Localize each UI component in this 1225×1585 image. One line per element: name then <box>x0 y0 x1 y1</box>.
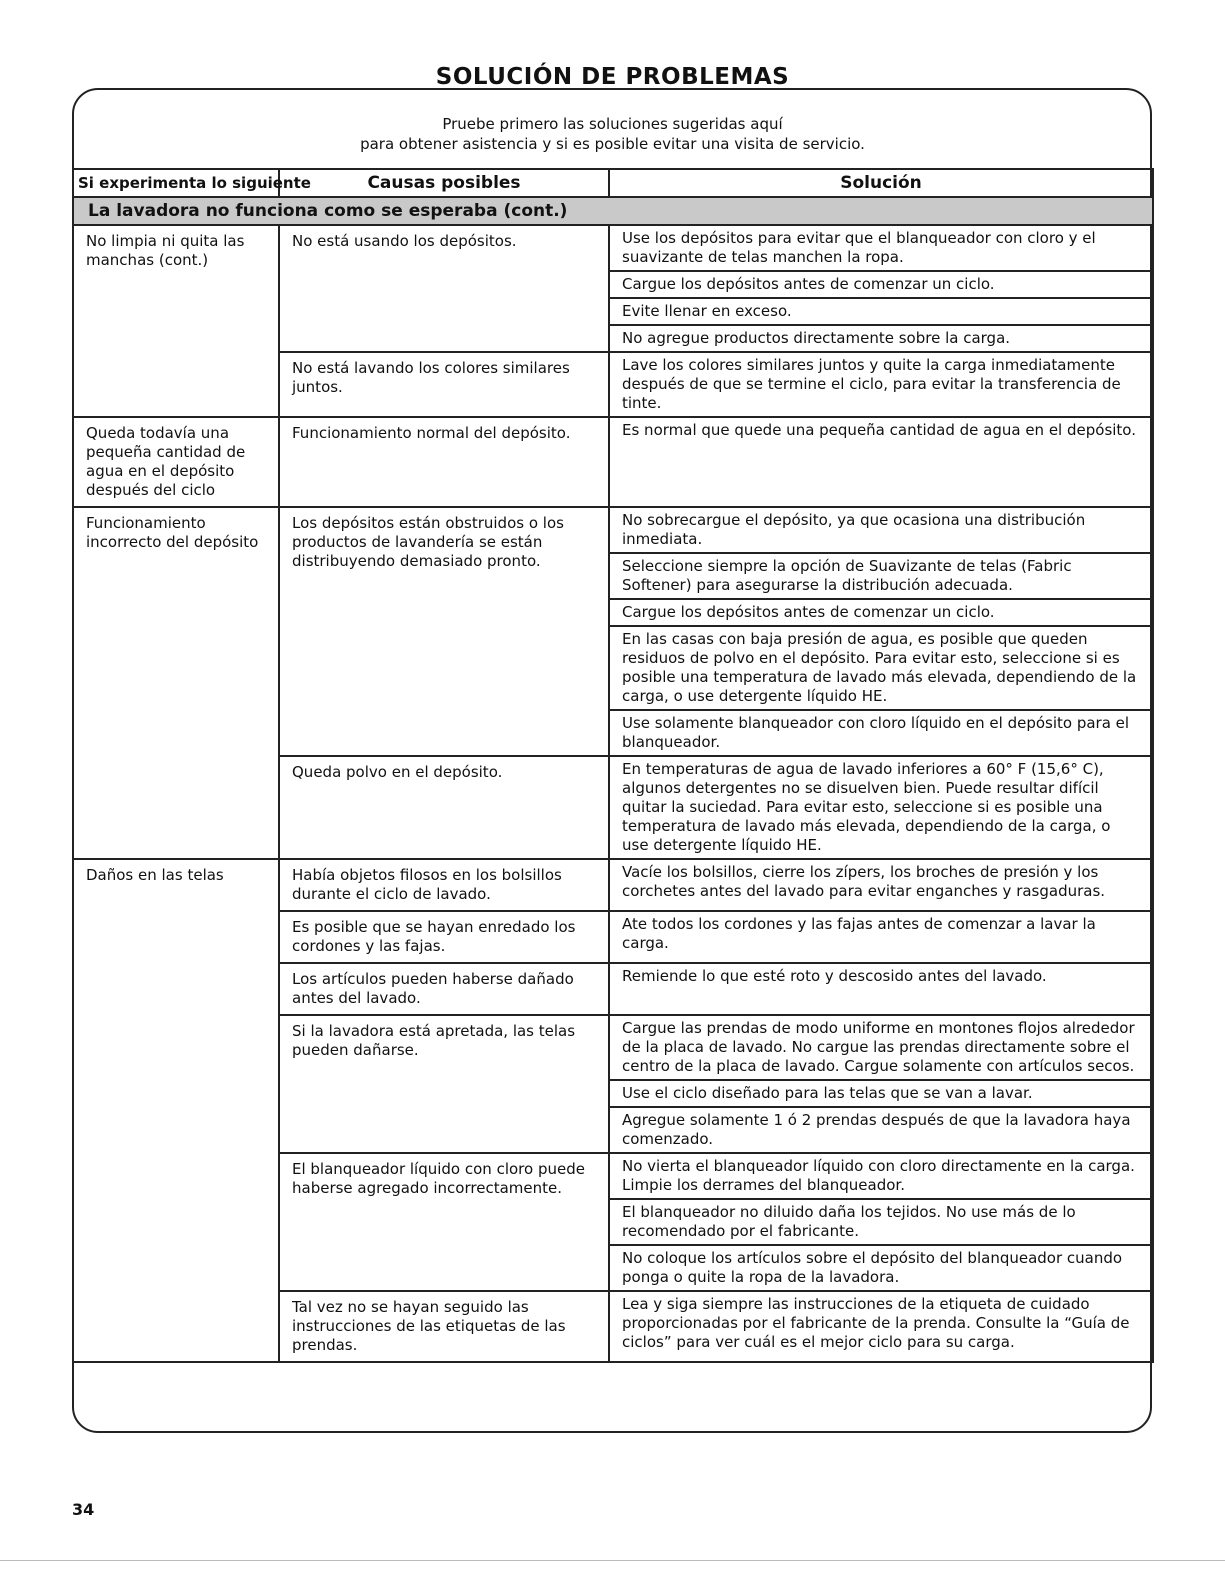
table-row <box>73 507 1153 756</box>
solution-item: No vierta el blanqueador líquido con cloro directamente en la carga. Limpie los derrames del blanqueador. <box>610 1154 1152 1200</box>
table-row <box>73 225 1153 352</box>
header-cause: Causas posibles <box>279 169 609 197</box>
solution-item: En las casas con baja presión de agua, es posible que queden residuos de polvo en el depósito. Para evitar esto, seleccione si es posible una temperatura de lavado más elevada, dependiendo de la carga, o use detergente líquido HE. <box>610 627 1152 711</box>
solution-cell <box>609 352 1153 417</box>
solution-item: El blanqueador no diluido daña los tejidos. No use más de lo recomendado por el fabricante. <box>610 1200 1152 1246</box>
solution-cell <box>609 507 1153 756</box>
solution-item: Lea y siga siempre las instrucciones de la etiqueta de cuidado proporcionadas por el fabricante de la prenda. Consulte la “Guía de ciclos” para ver cuál es el mejor ciclo para su carga. <box>622 1295 1130 1351</box>
solution-item: Seleccione siempre la opción de Suavizante de telas (Fabric Softener) para asegurarse la distribución adecuada. <box>610 554 1152 600</box>
solution-item: Use el ciclo diseñado para las telas que se van a lavar. <box>610 1081 1152 1108</box>
solution-cell <box>609 417 1153 507</box>
header-symptom: Si experimenta lo siguiente <box>73 169 279 197</box>
solution-item: Cargue los depósitos antes de comenzar un ciclo. <box>610 600 1152 627</box>
symptom-cell: Funcionamiento incorrecto del depósito <box>73 507 279 859</box>
section-heading: La lavadora no funciona como se esperaba (cont.) <box>73 197 1153 225</box>
solution-cell <box>609 859 1153 911</box>
cause-cell: El blanqueador líquido con cloro puede haberse agregado incorrectamente. <box>279 1153 609 1291</box>
table-row <box>73 859 1153 911</box>
page-number: 34 <box>72 1500 95 1519</box>
section-row <box>73 197 1153 225</box>
solution-item: Vacíe los bolsillos, cierre los zípers, los broches de presión y los corchetes antes del lavado para evitar enganches y rasgaduras. <box>622 863 1106 900</box>
cause-cell: Queda polvo en el depósito. <box>279 756 609 859</box>
solution-item: Remiende lo que esté roto y descosido antes del lavado. <box>622 967 1047 985</box>
solution-item: Use los depósitos para evitar que el blanqueador con cloro y el suavizante de telas manchen la ropa. <box>610 226 1152 272</box>
solution-cell <box>609 1015 1153 1153</box>
cause-cell: Los depósitos están obstruidos o los productos de lavandería se están distribuyendo demasiado pronto. <box>279 507 609 756</box>
intro-line-1: Pruebe primero las soluciones sugeridas aquí <box>442 115 783 133</box>
table-body <box>73 197 1153 1362</box>
cause-cell: Había objetos filosos en los bolsillos durante el ciclo de lavado. <box>279 859 609 911</box>
symptom-cell: Daños en las telas <box>73 859 279 1362</box>
solution-cell <box>609 1291 1153 1362</box>
solution-cell <box>609 1153 1153 1291</box>
solution-item: En temperaturas de agua de lavado inferiores a 60° F (15,6° C), algunos detergentes no se disuelven bien. Puede resultar difícil quitar la suciedad. Para evitar esto, seleccione si es posible una temperatura de lavado más elevada, dependiendo de la carga, o use detergente líquido HE. <box>622 760 1111 854</box>
solution-item: Evite llenar en exceso. <box>610 299 1152 326</box>
cause-cell: Los artículos pueden haberse dañado antes del lavado. <box>279 963 609 1015</box>
solution-item: No sobrecargue el depósito, ya que ocasiona una distribución inmediata. <box>610 508 1152 554</box>
solution-item: Ate todos los cordones y las fajas antes de comenzar a lavar la carga. <box>622 915 1096 952</box>
solution-item: Es normal que quede una pequeña cantidad de agua en el depósito. <box>622 421 1136 439</box>
bottom-rule <box>0 1560 1225 1561</box>
intro-text <box>0 114 1225 154</box>
cause-cell: No está usando los depósitos. <box>279 225 609 352</box>
solution-cell <box>609 225 1153 352</box>
solution-cell <box>609 911 1153 963</box>
header-solution: Solución <box>609 169 1153 197</box>
cause-cell: Es posible que se hayan enredado los cordones y las fajas. <box>279 911 609 963</box>
cause-cell: Tal vez no se hayan seguido las instrucciones de las etiquetas de las prendas. <box>279 1291 609 1362</box>
cause-cell: Si la lavadora está apretada, las telas pueden dañarse. <box>279 1015 609 1153</box>
table-row <box>73 417 1153 507</box>
intro-line-2: para obtener asistencia y si es posible evitar una visita de servicio. <box>360 135 865 153</box>
cause-cell: No está lavando los colores similares juntos. <box>279 352 609 417</box>
troubleshooting-table <box>72 168 1154 1363</box>
solution-item: No agregue productos directamente sobre la carga. <box>622 329 1011 347</box>
solution-cell <box>609 963 1153 1015</box>
solution-item: Use solamente blanqueador con cloro líquido en el depósito para el blanqueador. <box>622 714 1130 751</box>
header-row <box>73 169 1153 197</box>
solution-item: Cargue las prendas de modo uniforme en montones flojos alrededor de la placa de lavado. No cargue las prendas directamente sobre el centro de la placa de lavado. Cargue solamente con artículos secos. <box>610 1016 1152 1081</box>
solution-item: Lave los colores similares juntos y quite la carga inmediatamente después de que se termine el ciclo, para evitar la transferencia de tinte. <box>622 356 1121 412</box>
symptom-cell: No limpia ni quita las manchas (cont.) <box>73 225 279 417</box>
solution-item: Cargue los depósitos antes de comenzar un ciclo. <box>610 272 1152 299</box>
cause-cell: Funcionamiento normal del depósito. <box>279 417 609 507</box>
symptom-cell: Queda todavía una pequeña cantidad de agua en el depósito después del ciclo <box>73 417 279 507</box>
solution-item: No coloque los artículos sobre el depósito del blanqueador cuando ponga o quite la ropa de la lavadora. <box>622 1249 1123 1286</box>
solution-cell <box>609 756 1153 859</box>
solution-item: Agregue solamente 1 ó 2 prendas después de que la lavadora haya comenzado. <box>622 1111 1131 1148</box>
page-title: SOLUCIÓN DE PROBLEMAS <box>435 64 790 90</box>
